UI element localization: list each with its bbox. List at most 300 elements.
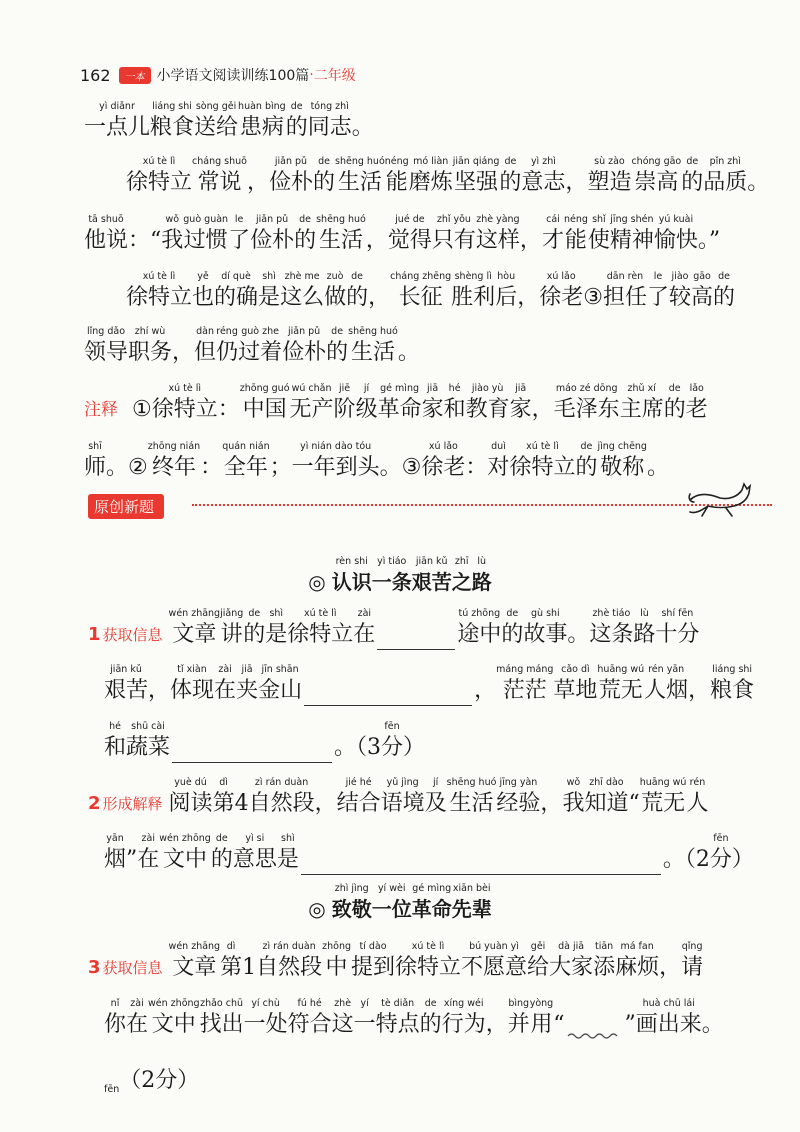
hanzi: 师 — [84, 455, 107, 480]
answer-blank[interactable] — [301, 852, 661, 875]
hanzi: 分 — [155, 1068, 178, 1093]
ruby-word — [530, 997, 554, 1040]
pinyin: yān — [106, 833, 124, 844]
pinyin: cái — [546, 214, 560, 225]
pinyin: zhè tiáo — [592, 608, 631, 619]
question-1-line — [104, 663, 754, 706]
pinyin: de — [331, 326, 344, 337]
hanzi: 才 — [541, 228, 564, 253]
hanzi: ， — [540, 791, 563, 816]
ruby-word — [244, 997, 288, 1040]
hanzi: 。 — [351, 115, 374, 140]
hanzi: 徐特立 — [151, 397, 218, 422]
book-title: 小学语文阅读训练100篇 — [156, 68, 310, 84]
ruby-word — [659, 940, 681, 983]
hanzi: 语境 — [380, 791, 425, 816]
hanzi: 的 — [243, 622, 266, 647]
ruby-word — [150, 100, 194, 143]
pinyin: zhè me — [284, 271, 320, 282]
pinyin: hé — [448, 383, 461, 394]
section-divider — [192, 504, 772, 506]
hanzi: 并 — [507, 1012, 530, 1037]
hanzi: 这样 — [475, 228, 520, 253]
ruby-word — [243, 607, 265, 650]
annotation-text — [132, 382, 708, 425]
hanzi: 和 — [104, 735, 127, 760]
hanzi: 。 — [379, 455, 402, 480]
ruby-word — [152, 382, 218, 425]
ruby-word — [242, 940, 256, 983]
ruby-word — [335, 155, 385, 198]
pinyin: rén — [689, 777, 706, 788]
hanzi: 无产 — [289, 397, 334, 422]
ruby-word — [211, 832, 233, 875]
ruby-word — [633, 607, 655, 650]
hanzi: 。（3 — [334, 735, 382, 760]
hanzi: ： — [217, 397, 240, 422]
hanzi: 你 — [104, 1012, 127, 1037]
hanzi: 茫茫 — [502, 678, 547, 703]
ruby-word — [644, 663, 688, 706]
pinyin: hé — [109, 721, 121, 732]
pinyin: zài — [218, 664, 232, 675]
pinyin: shī — [88, 441, 102, 452]
pinyin: jìng chēng — [597, 441, 647, 452]
hanzi: ， — [565, 170, 588, 195]
ruby-word — [337, 776, 381, 819]
ruby-word — [106, 440, 128, 483]
hanzi: ， — [517, 285, 540, 310]
pinyin: jiǎng — [220, 608, 244, 619]
ruby-word — [265, 607, 287, 650]
hanzi: ， — [688, 678, 711, 703]
page-number: 162 — [80, 65, 111, 85]
hanzi: ③ — [401, 455, 422, 480]
hanzi: 分 — [709, 847, 732, 872]
hanzi: 。” — [697, 228, 721, 253]
pinyin: jí — [433, 777, 439, 788]
ruby-word — [378, 382, 422, 425]
hanzi: ） — [403, 735, 426, 760]
hanzi: 俭朴 — [268, 170, 313, 195]
ruby-word — [148, 663, 170, 706]
hanzi: 文中 — [163, 847, 208, 872]
hanzi: 职务 — [128, 340, 173, 365]
ruby-word — [457, 607, 501, 650]
pinyin: tú zhōng — [458, 608, 501, 619]
pinyin: zhōng nián — [147, 441, 201, 452]
pinyin: shí fēn — [661, 608, 694, 619]
hanzi: 徐特立 — [395, 955, 462, 980]
pinyin: réng — [216, 326, 238, 337]
ruby-word — [352, 100, 374, 143]
hanzi: ② — [128, 455, 148, 480]
ruby-word — [214, 270, 258, 313]
hanzi: 后 — [495, 285, 518, 310]
ruby-word — [280, 270, 324, 313]
ruby-word — [496, 776, 540, 819]
ruby-word — [256, 940, 322, 983]
ruby-word — [565, 155, 587, 198]
ruby-word — [654, 213, 698, 256]
pinyin: shēng huó — [446, 777, 497, 788]
hanzi: 徐特立 — [509, 455, 576, 480]
pinyin: yì si — [245, 833, 265, 844]
hanzi: 磨炼 — [408, 170, 453, 195]
pinyin: lǐng dǎo — [87, 326, 126, 337]
ruby-word — [218, 382, 240, 425]
hanzi: 人 — [686, 791, 709, 816]
pinyin: de — [580, 441, 593, 452]
ruby-word — [282, 325, 326, 368]
ruby-word — [155, 1053, 177, 1096]
ruby-word — [148, 997, 200, 1040]
ruby-word — [583, 270, 603, 313]
hanzi: 常说 — [197, 170, 242, 195]
ruby-word — [575, 440, 597, 483]
ruby-word — [332, 555, 372, 596]
ruby-word — [238, 100, 286, 143]
hanzi: 艰苦 — [104, 678, 149, 703]
hanzi: 终年 — [151, 455, 196, 480]
ruby-word — [192, 270, 214, 313]
answer-blank[interactable] — [377, 627, 455, 650]
ruby-word — [104, 997, 126, 1040]
hanzi: 徐特立 — [126, 285, 193, 310]
ruby-word — [520, 213, 542, 256]
pinyin: quán nián — [222, 441, 270, 452]
pinyin: huàn bìng — [238, 101, 286, 112]
ruby-word — [420, 997, 442, 1040]
pinyin: néng — [563, 214, 588, 225]
ruby-word — [542, 213, 564, 256]
ruby-word — [691, 270, 713, 313]
hanzi: ， — [368, 285, 391, 310]
question-1-line — [88, 607, 699, 650]
ruby-word — [368, 270, 390, 313]
hanzi: 的 — [499, 170, 522, 195]
hanzi: 崇高 — [634, 170, 679, 195]
hanzi: 。 — [106, 455, 129, 480]
pinyin: shēng huó — [335, 156, 385, 167]
pinyin: xú lǎo — [546, 271, 576, 282]
pinyin: zhí wù — [134, 326, 166, 337]
ruby-word — [620, 382, 664, 425]
hanzi: 找出 — [199, 1012, 244, 1037]
ruby-word — [567, 607, 589, 650]
ruby-word — [452, 882, 492, 923]
ruby-word — [235, 776, 249, 819]
hanzi: 品质 — [703, 170, 748, 195]
hanzi: 添 — [593, 955, 616, 980]
hanzi: 粮食 — [150, 115, 195, 140]
hanzi: 患病 — [239, 115, 284, 140]
ruby-word — [372, 882, 412, 923]
pinyin: néng — [384, 156, 409, 167]
hanzi: ， — [531, 397, 554, 422]
pinyin: huà chū lái — [642, 998, 695, 1009]
passage-line — [126, 155, 769, 198]
pinyin: wǒ — [566, 777, 581, 788]
hanzi: 的 — [285, 115, 308, 140]
pinyin: liáng shi — [152, 101, 192, 112]
hanzi: 家 — [421, 397, 444, 422]
hanzi: ① — [132, 397, 152, 422]
pinyin: xú tè lì — [142, 271, 176, 282]
hanzi: 的确 — [214, 285, 259, 310]
pinyin: máo zé dōng — [555, 383, 618, 394]
pinyin: jiā — [241, 664, 253, 675]
pinyin: jié hé — [345, 777, 372, 788]
pinyin: de — [248, 608, 261, 619]
hanzi: 自然段 — [248, 791, 315, 816]
hanzi: 我 — [161, 228, 184, 253]
hanzi: 在 — [353, 622, 376, 647]
question-3-line — [104, 1053, 199, 1096]
pinyin: guò guàn — [183, 214, 229, 225]
pinyin: dàn — [196, 326, 214, 337]
ruby-word — [213, 776, 235, 819]
pinyin: fēn — [384, 721, 400, 732]
pinyin: de — [686, 156, 699, 167]
ruby-word — [104, 832, 126, 875]
hanzi: 过惯 — [183, 228, 228, 253]
question-tag: 获取信息 — [102, 626, 163, 644]
hanzi: 草地 — [553, 678, 598, 703]
ruby-word — [521, 155, 565, 198]
ruby-word — [517, 270, 539, 313]
pinyin: pǐn zhì — [709, 156, 741, 167]
ruby-word — [564, 213, 588, 256]
ruby-word — [194, 100, 238, 143]
annotation-label: 注释 — [84, 400, 118, 420]
pinyin: huāng wú — [639, 777, 687, 788]
ruby-word — [376, 997, 420, 1040]
ruby-word — [447, 776, 497, 819]
ruby-word — [172, 325, 194, 368]
hanzi: 用 — [530, 1012, 553, 1037]
hanzi: 。 — [747, 170, 770, 195]
hanzi: 主席 — [619, 397, 664, 422]
hanzi: 但 — [194, 340, 217, 365]
ruby-word — [422, 382, 444, 425]
ruby-word — [501, 607, 523, 650]
ruby-word — [128, 440, 148, 483]
hanzi: 分 — [381, 735, 404, 760]
ruby-word — [84, 100, 150, 143]
pinyin: zhì jìng — [334, 883, 369, 894]
hanzi: 担任 — [602, 285, 647, 310]
hanzi: 这 — [331, 1012, 354, 1037]
hanzi: 蔬菜 — [126, 735, 171, 760]
hanzi: 只有 — [431, 228, 476, 253]
ruby-word — [476, 213, 520, 256]
hanzi: “ — [553, 1012, 565, 1037]
hanzi: 一位 — [371, 897, 412, 921]
hanzi: 老 — [685, 397, 708, 422]
ruby-word — [308, 100, 352, 143]
ruby-word — [713, 270, 735, 313]
ruby-word — [214, 663, 236, 706]
hanzi: 。（2 — [662, 847, 710, 872]
pinyin: jiǎn pǔ — [255, 214, 289, 225]
hanzi: ， — [659, 955, 682, 980]
hanzi: 的 — [419, 1012, 442, 1037]
ruby-word — [194, 325, 216, 368]
hanzi: ” — [126, 847, 138, 872]
pinyin: yuè dú — [174, 777, 207, 788]
pinyin: yì nián dào tóu — [300, 441, 372, 452]
ruby-word — [465, 440, 487, 483]
pinyin: shǐ — [592, 214, 606, 225]
ruby-word — [126, 155, 192, 198]
ruby-word — [588, 213, 610, 256]
pinyin: tiān — [594, 941, 614, 952]
hanzi: 过着 — [238, 340, 283, 365]
hanzi: 途中 — [457, 622, 502, 647]
ruby-word — [412, 555, 452, 596]
ruby-word — [84, 325, 128, 368]
pinyin: wén zhōng — [159, 833, 211, 844]
ruby-word — [258, 270, 280, 313]
ruby-word — [385, 155, 409, 198]
pinyin: cǎo dì — [561, 664, 590, 675]
ruby-word — [710, 832, 732, 875]
hanzi: ， — [519, 228, 542, 253]
hanzi: 先辈 — [451, 897, 492, 921]
hanzi: 做 — [324, 285, 347, 310]
ruby-word — [432, 213, 476, 256]
pinyin: gěi — [530, 941, 546, 952]
hanzi: 的 — [210, 847, 233, 872]
ruby-word — [372, 555, 412, 596]
pinyin: má fan — [620, 941, 654, 952]
hanzi: 精神 — [609, 228, 654, 253]
question-3-line — [104, 997, 724, 1040]
ruby-word — [270, 440, 292, 483]
hanzi: ， — [148, 678, 171, 703]
hanzi: 文章 — [172, 622, 217, 647]
pinyin: zuò — [326, 271, 344, 282]
ruby-word — [395, 940, 461, 983]
ruby-word — [192, 155, 247, 198]
ruby-word — [647, 440, 669, 483]
pinyin: shēng huó — [316, 214, 366, 225]
hanzi: 塑造 — [587, 170, 632, 195]
pinyin: fēn — [104, 1084, 120, 1095]
ruby-word — [177, 1053, 199, 1096]
pinyin: wén zhāng — [168, 608, 221, 619]
ruby-word — [308, 882, 331, 923]
hanzi: 阶 — [333, 397, 356, 422]
pinyin: rèn shi — [335, 556, 368, 567]
hanzi: 我 — [562, 791, 585, 816]
ruby-word — [351, 940, 395, 983]
hanzi: 较 — [669, 285, 692, 310]
hanzi: 一点儿 — [84, 115, 151, 140]
ruby-word — [222, 440, 269, 483]
ruby-word — [747, 155, 769, 198]
ruby-word — [216, 325, 238, 368]
hanzi: 结合 — [336, 791, 381, 816]
hanzi: 敬称 — [600, 455, 645, 480]
annotation-line — [84, 440, 669, 483]
pinyin: tǐ xiàn — [177, 664, 207, 675]
hanzi: 之 — [451, 570, 472, 594]
pinyin: huāng wú — [597, 664, 645, 675]
ruby-word — [597, 663, 644, 706]
pinyin: gé mìng — [412, 883, 452, 894]
ruby-word — [398, 325, 420, 368]
hanzi: ： — [200, 455, 223, 480]
ruby-word — [681, 940, 703, 983]
ruby-word — [472, 555, 492, 596]
ruby-word — [681, 155, 703, 198]
question-1-line — [104, 720, 425, 763]
pinyin: jiā — [515, 383, 527, 394]
hanzi: 领导 — [84, 340, 129, 365]
hanzi: 使 — [587, 228, 610, 253]
pinyin: yòng — [529, 998, 554, 1009]
pinyin: zhǎo chū — [200, 998, 244, 1009]
hanzi: “ — [628, 791, 640, 816]
pinyin: dān rèn — [606, 271, 644, 282]
ruby-word — [322, 940, 351, 983]
ruby-word — [615, 940, 659, 983]
hanzi: 故事 — [523, 622, 568, 647]
ruby-word — [553, 663, 597, 706]
ruby-word — [508, 997, 530, 1040]
ruby-word — [161, 213, 183, 256]
hanzi: 4 — [234, 791, 249, 816]
hanzi: 及 — [424, 791, 447, 816]
pinyin: hòu — [497, 271, 516, 282]
ruby-word — [126, 720, 170, 763]
ruby-word — [532, 382, 554, 425]
ruby-word — [348, 325, 398, 368]
hanzi: 的 — [313, 170, 336, 195]
ruby-word — [584, 776, 628, 819]
hanzi: 在 — [137, 847, 160, 872]
ruby-word — [277, 832, 299, 875]
hanzi: 革命 — [377, 397, 422, 422]
ruby-word — [496, 663, 553, 706]
ruby-word — [539, 270, 583, 313]
hanzi: 符合 — [287, 1012, 332, 1037]
ruby-word — [356, 382, 378, 425]
ruby-word — [250, 213, 294, 256]
hanzi: ， — [485, 1012, 508, 1037]
answer-blank[interactable] — [172, 740, 332, 763]
answer-blank[interactable] — [304, 683, 472, 706]
hanzi: 夹 — [236, 678, 259, 703]
hanzi: 意思 — [232, 847, 277, 872]
ruby-word — [126, 832, 137, 875]
hanzi: 教育 — [465, 397, 510, 422]
ruby-word — [326, 325, 348, 368]
ruby-word — [403, 720, 425, 763]
ruby-word — [104, 663, 148, 706]
ruby-word — [452, 555, 472, 596]
ruby-word — [647, 270, 669, 313]
hanzi: 的 — [713, 285, 736, 310]
hanzi: 文中 — [151, 1012, 196, 1037]
pinyin: jiān kǔ — [415, 556, 448, 567]
pinyin: xiān bèi — [452, 883, 491, 894]
hanzi: 了 — [646, 285, 669, 310]
pinyin: shèng lì — [454, 271, 492, 282]
ruby-word — [698, 213, 720, 256]
